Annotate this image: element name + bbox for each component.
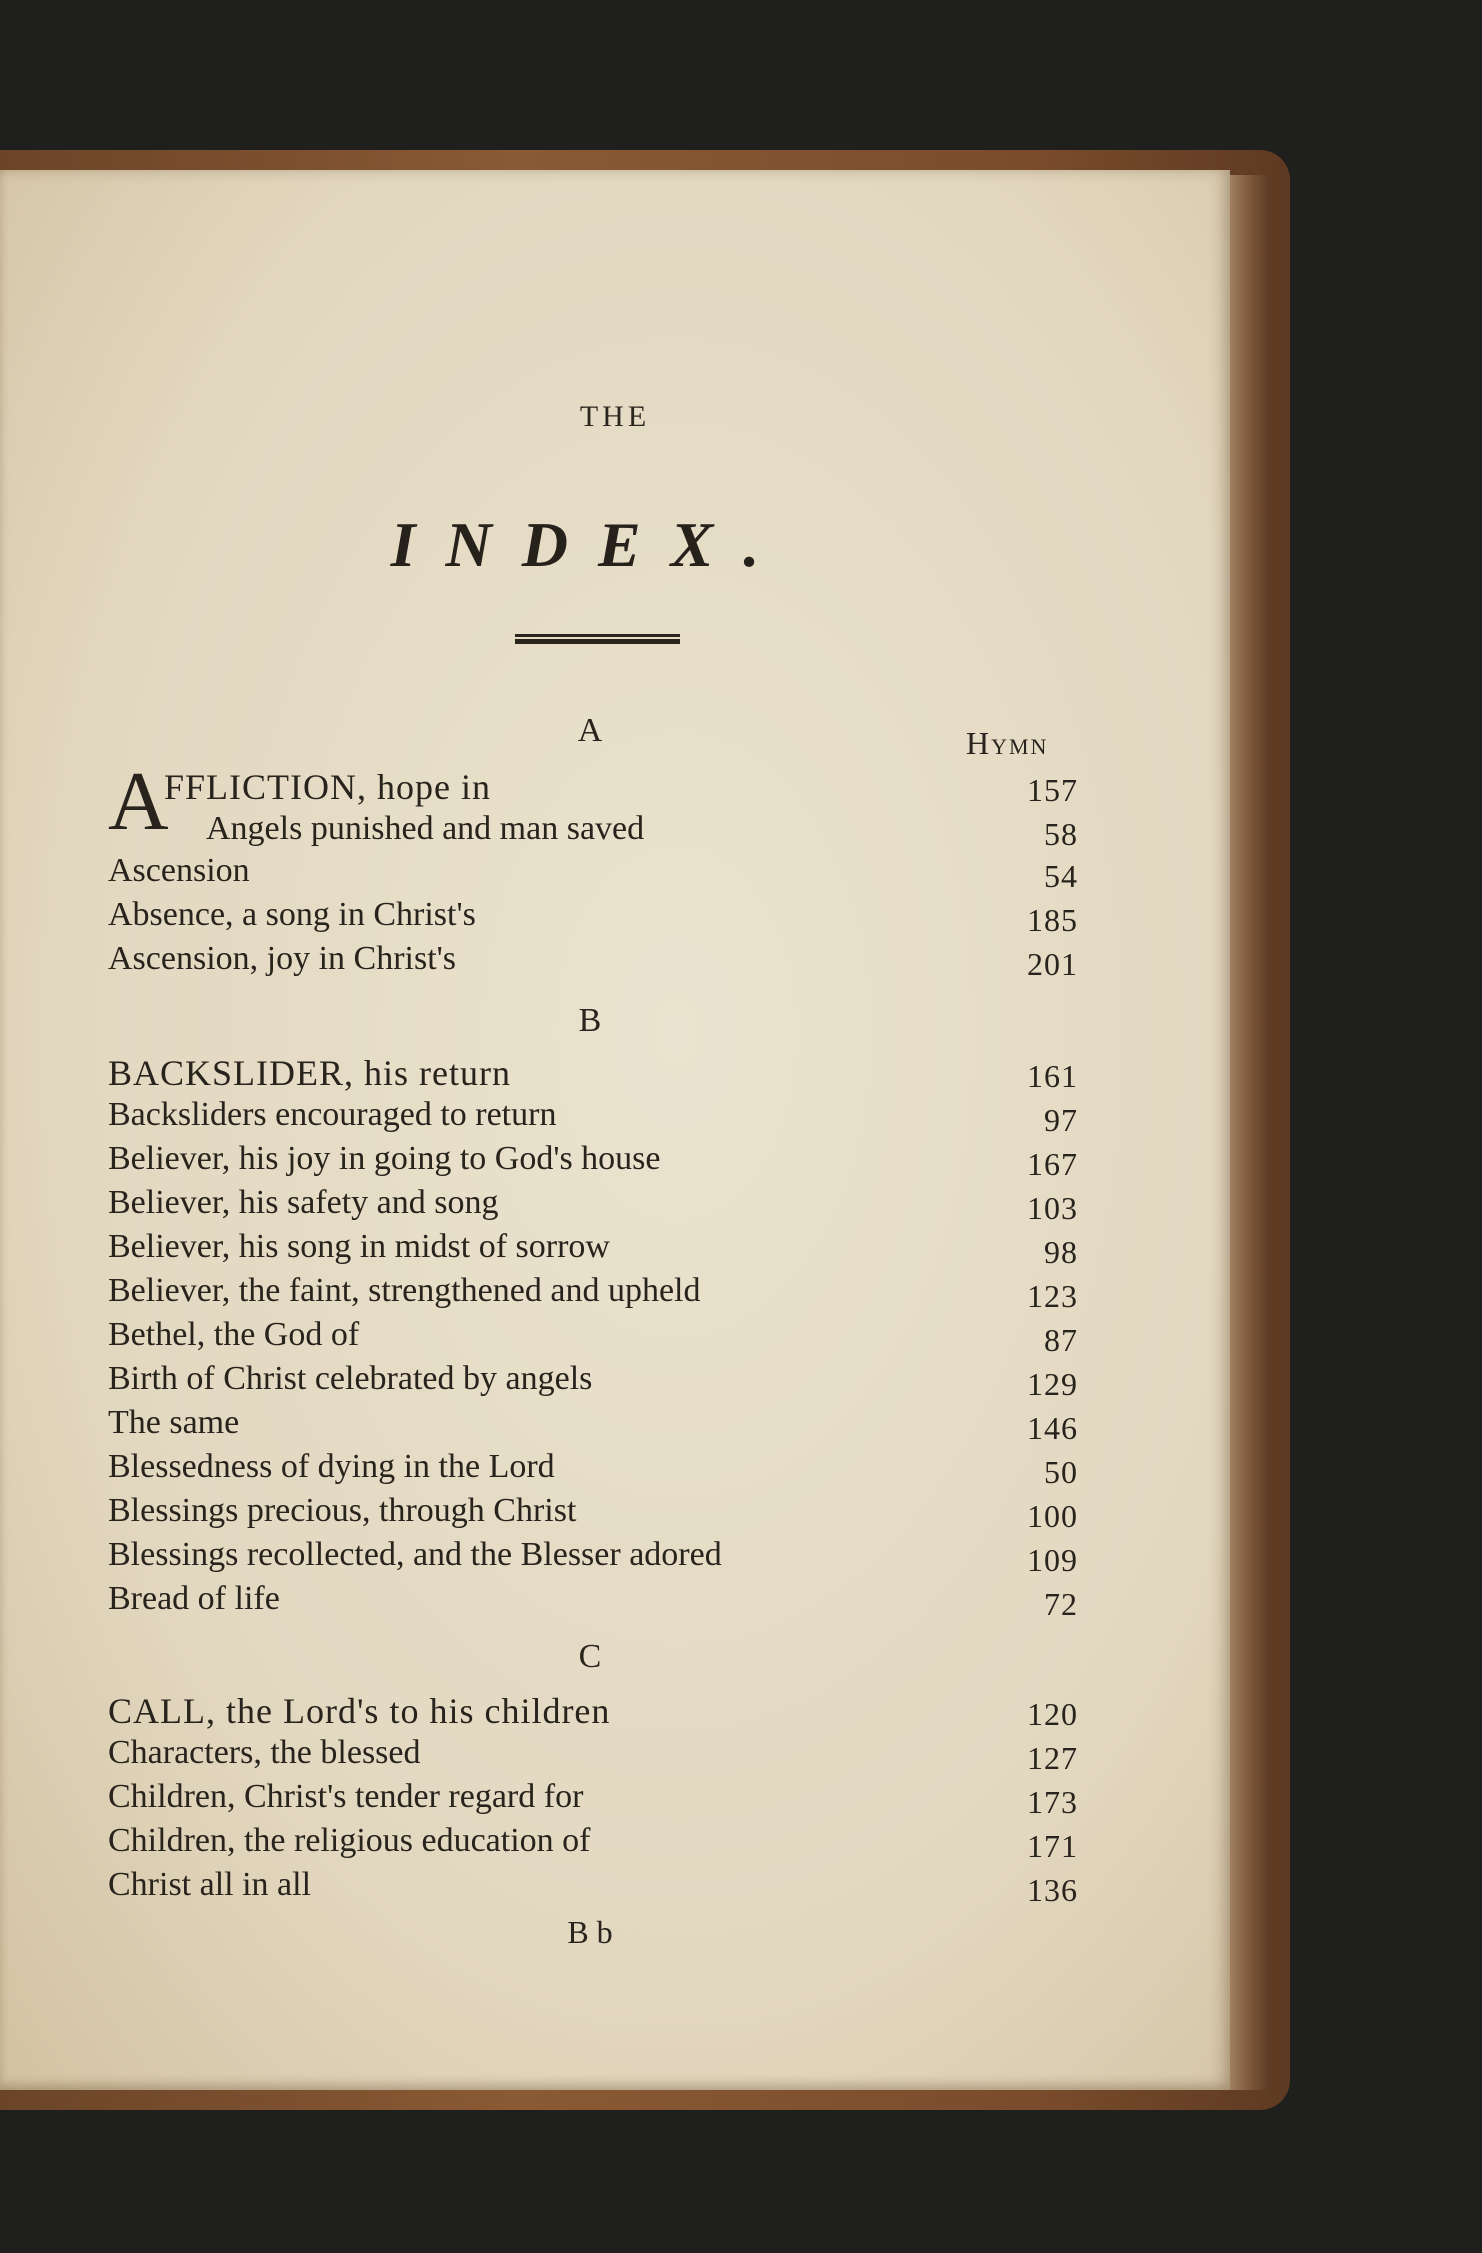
index-entry <box>108 1734 1078 1778</box>
hymn-number: 103 <box>1027 1190 1078 1226</box>
index-entry <box>108 1404 1078 1448</box>
hymn-number: 201 <box>1027 946 1078 982</box>
index-entry <box>108 852 1078 896</box>
index-entry <box>108 1778 1078 1822</box>
hymn-number: 72 <box>1044 1586 1078 1622</box>
signature-mark: B b <box>567 1914 613 1950</box>
hymn-number: 146 <box>1027 1410 1078 1446</box>
header-the: THE <box>579 400 651 433</box>
index-entry <box>108 1184 1078 1228</box>
entry-label: Bread of life <box>108 1580 280 1617</box>
entry-label: Backsliders encouraged to return <box>108 1096 557 1133</box>
index-entry <box>108 1052 1078 1096</box>
hymn-number: 120 <box>1027 1696 1078 1732</box>
index-entry <box>108 1866 1078 1910</box>
index-entry <box>108 940 1078 984</box>
entry-label: Christ all in all <box>108 1866 312 1903</box>
hymn-number: 109 <box>1027 1542 1078 1578</box>
hymn-number: 129 <box>1027 1366 1078 1402</box>
index-entry <box>108 1822 1078 1866</box>
entry-label: Absence, a song in Christ's <box>108 896 476 933</box>
hymn-number: 98 <box>1044 1234 1078 1270</box>
entry-label: Bethel, the God of <box>108 1316 360 1353</box>
index-entry <box>108 1272 1078 1316</box>
hymn-number: 87 <box>1044 1322 1078 1358</box>
index-entry <box>108 1448 1078 1492</box>
entry-label: FFLICTION, hope in <box>164 767 491 807</box>
index-entry <box>108 1096 1078 1140</box>
title-rule <box>515 634 680 644</box>
hymn-number: 185 <box>1027 902 1078 938</box>
entry-label: BACKSLIDER, his return <box>108 1053 511 1093</box>
entry-label: Blessings precious, through Christ <box>108 1492 577 1529</box>
entry-label: CALL, the Lord's to his children <box>108 1691 611 1731</box>
entry-label: Believer, his song in midst of sorrow <box>108 1228 610 1265</box>
page-edges <box>1225 175 1270 2090</box>
hymn-number: 54 <box>1044 858 1078 894</box>
hymn-number: 136 <box>1027 1872 1078 1908</box>
section-letter-c: C <box>578 1638 602 1675</box>
section-letter-a: A <box>577 712 603 749</box>
index-entry <box>108 1580 1078 1624</box>
index-entry <box>108 1360 1078 1404</box>
hymn-number: 123 <box>1027 1278 1078 1314</box>
entry-label: Characters, the blessed <box>108 1734 421 1771</box>
hymn-number: 97 <box>1044 1102 1078 1138</box>
index-entry <box>108 1536 1078 1580</box>
hymn-number: 100 <box>1027 1498 1078 1534</box>
entry-label: Blessings recollected, and the Blesser adored <box>108 1536 722 1573</box>
entry-label: Believer, his joy in going to God's house <box>108 1140 661 1177</box>
index-entry <box>108 1140 1078 1184</box>
entry-label: Children, the religious education of <box>108 1822 591 1859</box>
drop-cap: A <box>108 755 169 848</box>
hymn-number: 58 <box>1044 816 1078 852</box>
index-entry <box>108 1228 1078 1272</box>
column-heading-hymn: Hymn <box>966 725 1049 761</box>
hymn-number: 50 <box>1044 1454 1078 1490</box>
index-entry <box>108 766 1078 810</box>
hymn-number: 171 <box>1027 1828 1078 1864</box>
hymn-number: 161 <box>1027 1058 1078 1094</box>
entry-label: Ascension, joy in Christ's <box>108 940 457 977</box>
entry-label: Blessedness of dying in the Lord <box>108 1448 555 1485</box>
index-entry <box>108 896 1078 940</box>
index-entry <box>108 810 1078 854</box>
entry-label: Ascension <box>108 852 250 889</box>
index-entry <box>108 1492 1078 1536</box>
entry-label: Believer, the faint, strengthened and upheld <box>108 1272 701 1309</box>
entry-label: Believer, his safety and song <box>108 1184 499 1221</box>
index-entry <box>108 1316 1078 1360</box>
hymn-number: 127 <box>1027 1740 1078 1776</box>
entry-label: Birth of Christ celebrated by angels <box>108 1360 593 1397</box>
section-letter-b: B <box>578 1002 602 1039</box>
entry-label: Angels punished and man saved <box>206 810 645 847</box>
page-title: INDEX. <box>390 509 790 580</box>
hymn-number: 157 <box>1027 772 1078 808</box>
hymn-number: 167 <box>1027 1146 1078 1182</box>
hymn-number: 173 <box>1027 1784 1078 1820</box>
entry-label: Children, Christ's tender regard for <box>108 1778 584 1815</box>
index-entry <box>108 1690 1078 1734</box>
entry-label: The same <box>108 1404 240 1441</box>
